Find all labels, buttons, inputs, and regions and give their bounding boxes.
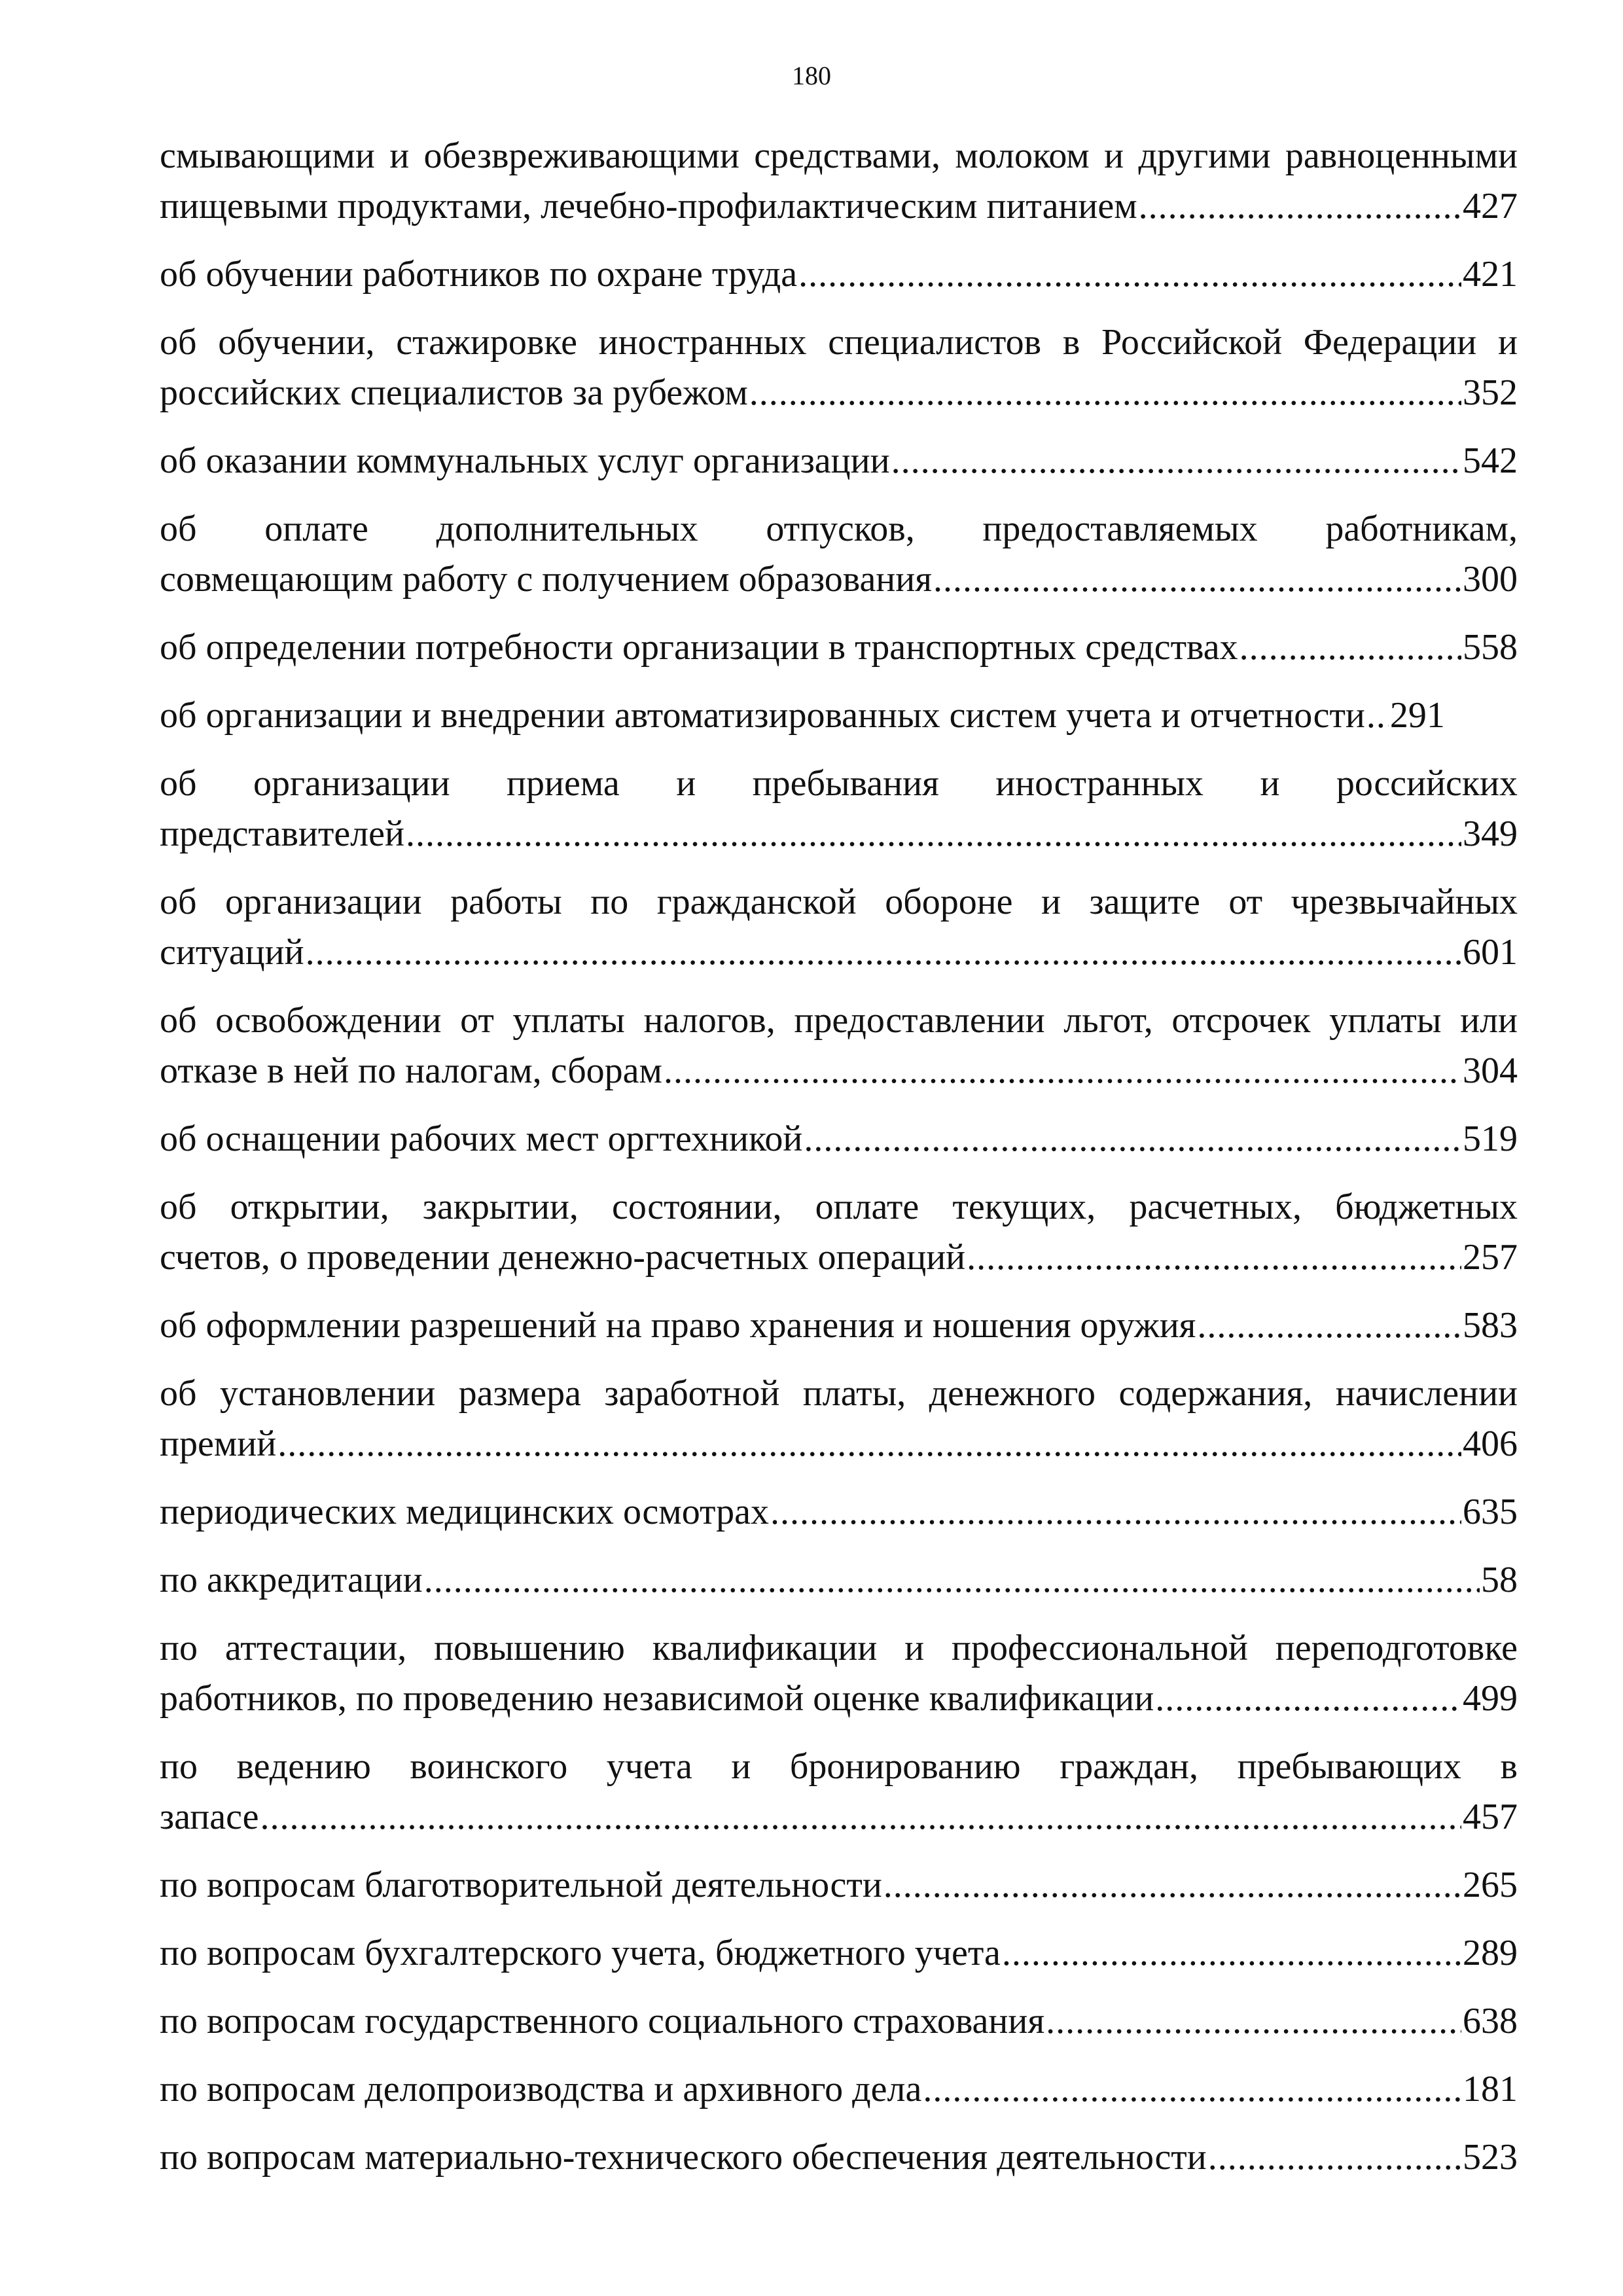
index-entry xyxy=(160,436,1518,486)
entry-text: по вопросам бухгалтерского учета, бюджетного учета xyxy=(160,1933,1001,1973)
index-entry xyxy=(160,1860,1518,1910)
entry-leader-line xyxy=(160,2132,1518,2183)
entry-page-number: 523 xyxy=(1463,2137,1518,2178)
index-entry xyxy=(160,1182,1518,1283)
subject-index xyxy=(160,131,1518,2200)
dot-leader xyxy=(967,1232,1461,1283)
entry-page-number: 349 xyxy=(1463,814,1518,854)
entry-text: премий xyxy=(160,1424,277,1464)
dot-leader xyxy=(664,1046,1461,1096)
entry-first-line: об организации работы по гражданской обороне и защите от чрезвычайных xyxy=(160,882,1518,922)
index-entry xyxy=(160,249,1518,300)
entry-text: по вопросам материально-технического обеспечения деятельности xyxy=(160,2137,1207,2178)
entry-text: российских специалистов за рубежом xyxy=(160,372,748,413)
index-entry xyxy=(160,1487,1518,1537)
dot-leader xyxy=(883,1860,1461,1910)
entry-page-number: 181 xyxy=(1463,2069,1518,2109)
entry-leader-line xyxy=(160,436,1518,486)
entry-leader-line xyxy=(160,1419,1518,1469)
entry-leader-line xyxy=(160,1674,1518,1724)
entry-leader-line xyxy=(160,368,1518,418)
entry-first-line: об обучении, стажировке иностранных специалистов в Российской Федерации и xyxy=(160,322,1518,363)
entry-text: по вопросам государственного социального страхования xyxy=(160,2001,1045,2041)
index-entry xyxy=(160,1555,1518,1605)
index-entry xyxy=(160,691,1518,741)
entry-text: об обучении работников по охране труда xyxy=(160,254,798,295)
index-entry xyxy=(160,1742,1518,1842)
entry-first-line: смывающими и обезвреживающими средствами, молоком и другими равноценными xyxy=(160,135,1518,176)
entry-page-number: 558 xyxy=(1463,627,1518,668)
dot-leader xyxy=(1046,1996,1461,2047)
index-entry xyxy=(160,317,1518,418)
index-entry xyxy=(160,504,1518,605)
dot-leader xyxy=(260,1792,1461,1842)
entry-leader-line xyxy=(160,1300,1518,1351)
entry-first-line: по ведению воинского учета и бронированию граждан, пребывающих в xyxy=(160,1746,1518,1787)
dot-leader xyxy=(923,2064,1461,2115)
entry-page-number: 352 xyxy=(1463,372,1518,413)
dot-leader xyxy=(1366,691,1389,741)
entry-page-number: 542 xyxy=(1463,440,1518,481)
index-entry xyxy=(160,2132,1518,2183)
dot-leader xyxy=(798,249,1461,300)
entry-leader-line xyxy=(160,1487,1518,1537)
entry-text: периодических медицинских осмотрах xyxy=(160,1492,769,1532)
entry-text: об оснащении рабочих мест оргтехникой xyxy=(160,1119,803,1159)
entry-page-number: 58 xyxy=(1481,1560,1518,1600)
index-entry xyxy=(160,2064,1518,2115)
entry-text: запасе xyxy=(160,1797,259,1837)
entry-leader-line xyxy=(160,181,1518,232)
entry-leader-line xyxy=(160,2064,1518,2115)
entry-page-number: 257 xyxy=(1463,1237,1518,1278)
entry-text: об определении потребности организации в транспортных средствах xyxy=(160,627,1238,668)
entry-text: счетов, о проведении денежно-расчетных операций xyxy=(160,1237,966,1278)
dot-leader xyxy=(424,1555,1480,1605)
entry-leader-line xyxy=(160,809,1518,859)
dot-leader xyxy=(1155,1674,1461,1724)
entry-text: пищевыми продуктами, лечебно-профилактическим питанием xyxy=(160,186,1137,226)
index-entry xyxy=(160,759,1518,859)
entry-page-number: 291 xyxy=(1389,695,1445,736)
entry-text: по вопросам делопроизводства и архивного дела xyxy=(160,2069,922,2109)
entry-leader-line xyxy=(160,1114,1518,1164)
dot-leader xyxy=(1240,622,1461,673)
entry-page-number: 300 xyxy=(1463,559,1518,600)
entry-page-number: 457 xyxy=(1463,1797,1518,1837)
dot-leader xyxy=(1197,1300,1461,1351)
dot-leader xyxy=(306,927,1461,978)
entry-first-line: об оплате дополнительных отпусков, предоставляемых работникам, xyxy=(160,509,1518,549)
dot-leader xyxy=(1208,2132,1461,2183)
page-number: 180 xyxy=(792,61,831,90)
entry-leader-line xyxy=(160,927,1518,978)
entry-page-number: 601 xyxy=(1463,932,1518,973)
index-entry xyxy=(160,131,1518,232)
index-entry xyxy=(160,1369,1518,1469)
dot-leader xyxy=(277,1419,1461,1469)
entry-leader-line xyxy=(160,1232,1518,1283)
dot-leader xyxy=(891,436,1461,486)
dot-leader xyxy=(749,368,1461,418)
entry-leader-line xyxy=(160,1792,1518,1842)
index-entry xyxy=(160,1623,1518,1724)
entry-text: представителей xyxy=(160,814,404,854)
entry-first-line: об освобождении от уплаты налогов, предоставлении льгот, отсрочек уплаты или xyxy=(160,1000,1518,1041)
index-entry xyxy=(160,996,1518,1096)
entry-text: об оказании коммунальных услуг организации xyxy=(160,440,890,481)
entry-text: совмещающим работу с получением образования xyxy=(160,559,932,600)
entry-leader-line xyxy=(160,1860,1518,1910)
entry-page-number: 583 xyxy=(1463,1305,1518,1346)
entry-page-number: 289 xyxy=(1463,1933,1518,1973)
entry-first-line: по аттестации, повышению квалификации и профессиональной переподготовке xyxy=(160,1628,1518,1668)
entry-page-number: 304 xyxy=(1463,1050,1518,1091)
entry-leader-line xyxy=(160,691,1518,741)
entry-first-line: об установлении размера заработной платы, денежного содержания, начислении xyxy=(160,1373,1518,1414)
dot-leader xyxy=(1002,1928,1461,1979)
entry-leader-line xyxy=(160,249,1518,300)
entry-first-line: об организации приема и пребывания иностранных и российских xyxy=(160,763,1518,804)
index-entry xyxy=(160,622,1518,673)
dot-leader xyxy=(770,1487,1461,1537)
entry-leader-line xyxy=(160,622,1518,673)
entry-page-number: 635 xyxy=(1463,1492,1518,1532)
entry-first-line: об открытии, закрытии, состоянии, оплате текущих, расчетных, бюджетных xyxy=(160,1187,1518,1227)
dot-leader xyxy=(1139,181,1461,232)
entry-page-number: 265 xyxy=(1463,1865,1518,1905)
index-entry xyxy=(160,877,1518,978)
entry-leader-line xyxy=(160,1996,1518,2047)
entry-text: об организации и внедрении автоматизированных систем учета и отчетности xyxy=(160,695,1365,736)
entry-text: работников, по проведению независимой оценке квалификации xyxy=(160,1678,1154,1719)
index-entry xyxy=(160,1300,1518,1351)
entry-page-number: 406 xyxy=(1463,1424,1518,1464)
dot-leader xyxy=(933,554,1461,605)
entry-page-number: 638 xyxy=(1463,2001,1518,2041)
index-entry xyxy=(160,1928,1518,1979)
entry-text: об оформлении разрешений на право хранения и ношения оружия xyxy=(160,1305,1196,1346)
entry-leader-line xyxy=(160,1928,1518,1979)
index-entry xyxy=(160,1996,1518,2047)
entry-page-number: 499 xyxy=(1463,1678,1518,1719)
entry-leader-line xyxy=(160,1555,1518,1605)
entry-page-number: 519 xyxy=(1463,1119,1518,1159)
entry-leader-line xyxy=(160,1046,1518,1096)
entry-text: по вопросам благотворительной деятельности xyxy=(160,1865,882,1905)
entry-text: ситуаций xyxy=(160,932,304,973)
dot-leader xyxy=(804,1114,1461,1164)
dot-leader xyxy=(406,809,1461,859)
entry-page-number: 421 xyxy=(1463,254,1518,295)
entry-text: по аккредитации xyxy=(160,1560,423,1600)
index-entry xyxy=(160,1114,1518,1164)
entry-leader-line xyxy=(160,554,1518,605)
entry-text: отказе в ней по налогам, сборам xyxy=(160,1050,662,1091)
entry-page-number: 427 xyxy=(1463,186,1518,226)
